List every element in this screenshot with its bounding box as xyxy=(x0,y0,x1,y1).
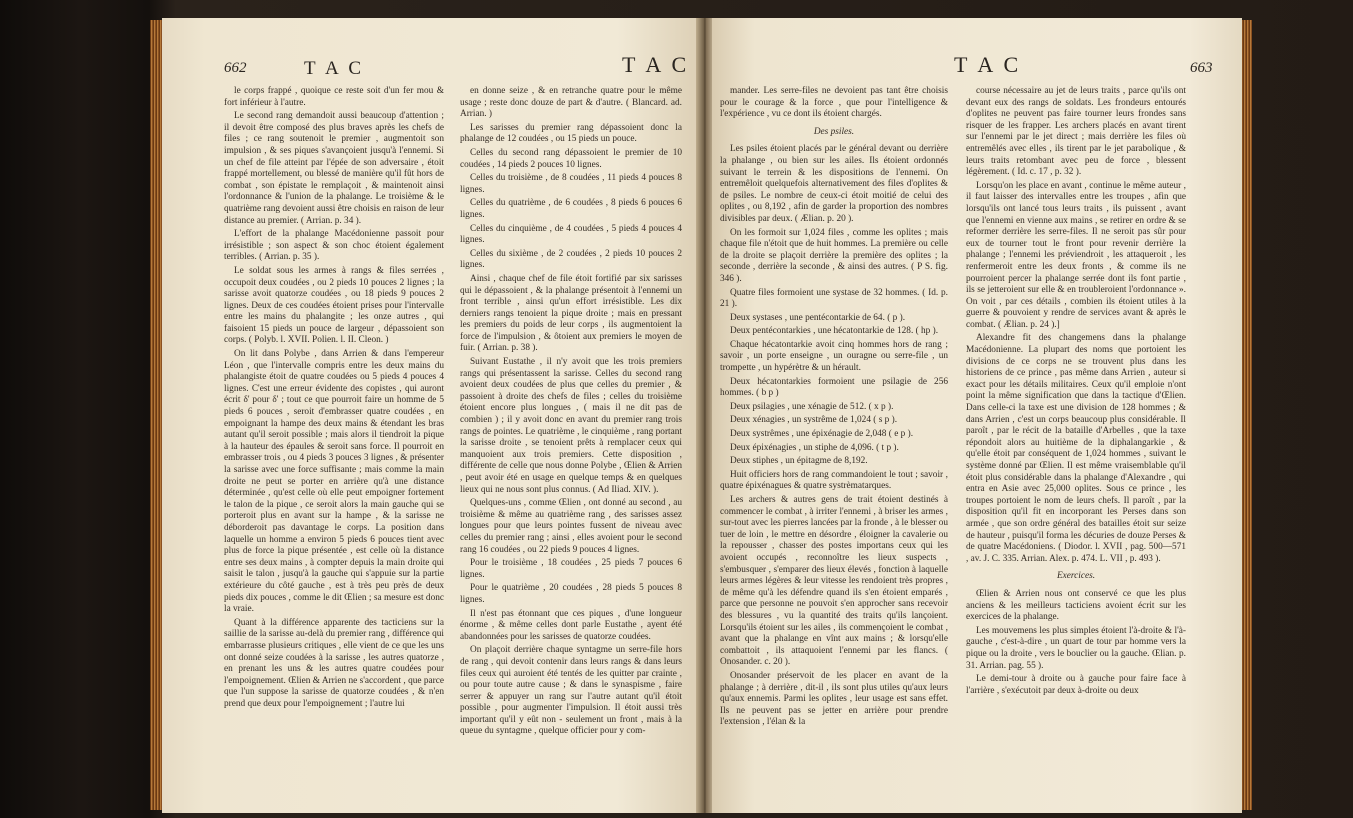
paragraph: Huit officiers hors de rang commandoient le tout ; savoir , quatre épixénagues & quatre systrèmatarques. xyxy=(720,469,948,492)
paragraph: Deux stiphes , un épitagme de 8,192. xyxy=(730,456,868,467)
paragraph: Le soldat sous les armes à rangs & files serrées , occupoit deux coudées , ou 2 pieds 10 pouces 2 lignes ; la sarisse avoit quatorze coudées , ou 18 pieds 9 pouces 2 lignes. Deux de ces coudées étoient prises pour l'intervalle entre les mains du phalangite ; les onze autres , qui faisoient 15 pieds un pouce de largeur , dépassoient son corps. ( Polyb. l. XVII. Polien. l. II. Cleon. ) xyxy=(224,265,444,346)
paragraph: Les mouvemens les plus simples étoient l'à-droite & l'à-gauche , c'est-à-dire , un quart de tour par homme vers la pique ou la droite , vers le bouclier ou la gauche. Œlian. p. 31. Arrian. pag. 55 ). xyxy=(966,625,1186,671)
paragraph: Deux xénagies , un systrême de 1,024 ( s p ). xyxy=(730,415,898,426)
paragraph: Chaque hécatontarkie avoit cinq hommes hors de rang ; savoir , un porte enseigne , un ouragne ou serre-file , un trompette , un hypérètre & un hérault. xyxy=(720,339,948,374)
paragraph: Il n'est pas étonnant que ces piques , d'une longueur énorme , & même celles dont parle Eustathe , ayent été abandonnées pour les sarisses de quatorze coudées. xyxy=(460,608,682,642)
paragraph: Suivant Eustathe , il n'y avoit que les trois premiers rangs qui présentassent la sarisse. Celles du second rang avoient deux coudées de plus que celles du premier , & passoient à droite des chefs de files ; celles du troisième étoient encore plus longues , ( mais il ne dit pas de combien ) ; il y avoit donc en avant du premier rang trois rangs de pointes. Le quatrième , le cinquième , rang portant la sarisse droite , se tenoient prêts à remplacer ceux qui manquoient aux trois premiers. Cette disposition , différente de celle que nous donne Polybe , Œlien & Arrien , peut avoir été en usage en quelque temps & en quelques lieux qui ne nous sont plus connus. ( Ad Iliad. XIV. ). xyxy=(460,357,682,495)
paragraph: Celles du sixième , de 2 coudées , 2 pieds 10 pouces 2 lignes. xyxy=(460,248,682,271)
paragraph: Pour le quatrième , 20 coudées , 28 pieds 5 pouces 8 lignes. xyxy=(460,583,682,605)
paragraph: Les psiles étoient placés par le général devant ou derrière la phalange , ou bien sur les ailes. Ils étoient ordonnés suivant le terrein & les dispositions de l'ennemi. On entremêloit quelquefois alternativement des files d'oplites & de psiles. Le nombre de ceux-ci étoit moitié de celui des oplites , ou 8,192 , afin de garder la proportion des nombres divisibles par deux. ( Ælian. p. 20 ). xyxy=(720,144,948,224)
right-page-header xyxy=(712,52,1242,84)
paragraph: Quant à la différence apparente des tacticiens sur la saillie de la sarisse au-delà du premier rang , différence qui embarrasse plusieurs critiques , elle vient de ce que les uns ont donné seize coudées à la sarisse , les autres quatorze , en prenant les uns & les autres quatre coudées pour l'empoignement. Œlien & Arrien ne s'accordent , que parce que l'un suppose la sarisse de quatorze coudées , & n'en prend que deux pour l'empoignement ; l'autre lui xyxy=(224,617,444,709)
paragraph: Celles du second rang dépassoient le premier de 10 coudées , 14 pieds 2 pouces 10 lignes. xyxy=(460,147,682,170)
paragraph: Le second rang demandoit aussi beaucoup d'attention ; il devoit être composé des plus braves après les chefs de files ; ce rang soutenoit le premier , augmentoit son impulsion , & ses piques s'avançoient jusqu'à l'ennemi. Si un chef de file atteint par l'épée de son adversaire , étoit frappé mortellement, ou blessé de manière qu'il fût hors de combat , son épistate le remplaçoit , & maintenoit ainsi l'ordonnance & l'union de la phalange. Le troisième & le quatrième rang devoient aussi être choisis en raison de leur distance au premier. ( Arrian. p. 34 ). xyxy=(224,111,444,226)
paragraph: Lorsqu'on les place en avant , continue le même auteur , il faut laisser des intervalles entre les troupes , afin que lorsqu'ils ont lancé tous leurs traits , ils puissent , avant que l'ennemi en vienne aux mains , se retirer en ordre & se reformer derrière les serre-files. Il ne seroit pas sûr pour eux de tourner tout le front pour revenir derrière la phalange ; l'ennemi les préviendroit , les attaqueroit , les renfermeroit entre les deux fronts , & comme ils ne pourroient percer la phalange serrée dont ils font partie , ils se jetteroient sur elle & en troubleroient l'ordonnance ». On voit , par ces détails , combien ils étoient utiles à la guerre & pouvoient y rendre de services avant & après le combat. ( Ælian. p. 24 ).] xyxy=(966,180,1186,330)
paragraph: Alexandre fit des changemens dans la phalange Macédonienne. La plupart des noms que portoient les divisions de ce corps ne se trouvent plus dans les historiens de ce prince , pas même dans Arrien , auteur si exact pour les détails militaires. Ceux qu'il emploie n'ont point la même signification que dans la tactique d'Œlien. Dans celle-ci la taxe est une division de 128 hommes ; & dans Arrien , c'est un corps beaucoup plus considérable. Il paroît , par le récit de la bataille d'Arbelles , que la taxe répondoit alors au huitième de la diphalangarkie , & qu'elle étoit par conséquent de 1,024 hommes , suivant le système donné par Œlien. Il est même vraisemblable qu'il étoit plus considérable dans la phalange d'Alexandre , qui entra en Asie avec 25,000 oplites. Sous ce prince , les troupes portoient le nom de leurs chefs. Il paroît , par la disposition qu'il fit en incorporant les Perses dans son armée , que son ordre général des batailles étoit sur seize de hauteur , puisqu'il forma les décuries de douze Perses & de quatre Macédoniens. ( Diodor. l. XVII , pag. 500—571 , av. J. C. 335. Arrian. Alex. p. 474. L. VII , p. 493 ). xyxy=(966,333,1186,564)
paragraph: On les formoit sur 1,024 files , comme les oplites ; mais chaque file n'étoit que de huit hommes. La première ou celle de la droite se plaçoit derrière la première des oplites ; la seconde , derrière la seconde , & ainsi des autres. ( P S. fig. 346 ). xyxy=(720,227,948,284)
running-head-right: T A C xyxy=(622,52,690,77)
paragraph: Deux pentécontarkies , une hécatontarkie de 128. ( hp ). xyxy=(730,326,939,337)
paragraph: Onosander préservoit de les placer en avant de la phalange ; à derrière , dit-il , ils sont plus utiles qu'aux leurs qu'aux ennemis. Parmi les oplites , leur usage est sans effet. Ils ne peuvent pas se jetter en arrière pour prendre l'extension , l'élan & la xyxy=(720,670,948,728)
left-page xyxy=(162,18,698,813)
paragraph: Ainsi , chaque chef de file étoit fortifié par six sarisses qui le dépassoient , & la phalange présentoit à l'ennemi un front terrible , ainsi qu'un effort irrésistible. Les dix derniers rangs tenoient la pique droite ; mais en pressant les premiers du poids de leur corps , ils augmentoient la force de l'impulsion , & ôtoient aux premiers le moyen de fuir. ( Arrian. p. 38 ). xyxy=(460,273,682,354)
paragraph: On lit dans Polybe , dans Arrien & dans l'empereur Léon , que l'intervalle compris entre les deux mains du phalangiste étoit de quatre coudées ou 5 pieds 4 pouces 4 lignes. C'est une erreur évidente des copistes , qui auront écrit δ' pour δ' ; tout ce que pourroit faire un homme de 5 pieds 6 pouces , seroit d'embrasser quatre coudées , en empoignant la hampe des deux mains & étendant les bras autant qu'il seroit possible ; mais alors il tiendroit la pique à la hauteur des épaules & seroit sans force. Il pourroit en embrasser trois , ou 4 pieds 3 pouces 3 lignes , & présenter la sarisse avec une force suffisante ; mais comme la main droite ne peut se porter en arrière qu'à une distance déterminée , qu'est celle où elle peut empoigner fortement le talon de la pique , ce seroit alors la main gauche qui se porteroit plus en avant sur la hampe , & la sarisse ne déborderoit pas davantage le corps. La position dans laquelle un homme a environ 5 pieds 6 pouces tient avec plus de force la pique présentée , est celle où la distance entre ses deux mains , à compter depuis la main droite qui saisit le talon , jusqu'à la gauche qui s'appuie sur la partie extérieure du côté gauche , est à très peu près de deux pieds dix pouces , comme le dit Œlien ; sa mesure est donc la vraie. xyxy=(224,349,444,615)
paragraph: Quelques-uns , comme Œlien , ont donné au second , au troisième & même au quatrième rang , des sarisses assez longues pour que leurs pointes fussent de niveau avec celles du premier rang ; ainsi , elles avoient pour le second rang 16 coudées , ou 22 pieds 9 pouces 4 lignes. xyxy=(460,498,682,555)
paragraph: Deux systases , une pentécontarkie de 64. ( p ). xyxy=(730,312,906,323)
paragraph: Le demi-tour à droite ou à gauche pour faire face à l'arrière , s'exécutoit par deux à-droite ou deux xyxy=(966,674,1186,696)
text-column-2 xyxy=(460,86,682,811)
section-heading: Des psiles. xyxy=(813,126,855,137)
paragraph: course nécessaire au jet de leurs traits , parce qu'ils ont devant eux des rangs de soldats. Les frondeurs entourés d'oplites ne peuvent pas faire tourner leurs frondes sans risquer de les frapper. Les archers placés en avant tirent sur l'ennemi par le jet direct ; mais derrière les files où entremêlés avec elles , ils tirent par le jet parabolique , & leurs traits retombant avec peu de force , blessent légèrement. ( Id. c. 17 , p. 32 ). xyxy=(966,86,1186,178)
text-column-4 xyxy=(966,86,1186,811)
page-number: 663 xyxy=(1190,60,1213,76)
left-page-header xyxy=(162,52,698,84)
text-column-3 xyxy=(720,86,948,811)
paragraph: Pour le troisième , 18 coudées , 25 pieds 7 pouces 6 lignes. xyxy=(460,558,682,580)
paragraph: Les sarisses du premier rang dépassoient donc la phalange de 12 coudées , ou 15 pieds un pouce. xyxy=(460,122,682,145)
paragraph: Deux épixénagies , un stiphe de 4,096. ( t p ). xyxy=(730,442,899,453)
paragraph: Deux systrêmes , une épixénagie de 2,048 ( e p ). xyxy=(730,429,914,440)
running-head: T A C xyxy=(954,52,1022,77)
paragraph: Deux hécatontarkies formoient une psilagie de 256 hommes. ( b p ) xyxy=(720,376,948,399)
running-head: T A C xyxy=(304,58,365,79)
paragraph: Celles du troisième , de 8 coudées , 11 pieds 4 pouces 8 lignes. xyxy=(460,173,682,195)
paragraph: Les archers & autres gens de trait étoient destinés à commencer le combat , à irriter l'ennemi , à briser les armes , sur-tout avec les pierres lancées par la fronde , à le blesser ou tuer de loin , le mettre en désordre , éloigner la cavalerie ou la repousser , chasser des postes importans ceux qui les avoient occupés , reconnoître les lieux suspects , s'embusquer , s'emparer des lieux élevés , fonction à laquelle leurs armes légères & leur vitesse les rendoient très propres , de même qu'à les défendre quand ils s'en étoient emparés , parce que personne ne pouvoit s'en approcher sans recevoir des blessures , vu la quantité des traits qu'ils lançoient. Lorsqu'ils étoient sur les ailes , ils commençoient le combat , avant que la phalange en vînt aux mains ; & lorsqu'elle combattoit , ils attaquoient l'ennemi par les flancs. ( Onosander. c. 20 ). xyxy=(720,495,948,668)
right-page xyxy=(712,18,1242,813)
paragraph: Celles du cinquième , de 4 coudées , 5 pieds 4 pouces 4 lignes. xyxy=(460,223,682,246)
paragraph: Quatre files formoient une systase de 32 hommes. ( Id. p. 21 ). xyxy=(720,287,948,310)
paragraph: On plaçoit derrière chaque syntagme un serre-file hors de rang , qui devoit contenir dans leurs rangs & dans leurs files ceux qui auroient été tentés de les quitter par crainte , ou pour toute autre cause ; & dans le synaspisme , faire serrer & appuyer un rang sur l'autre autant qu'il étoit possible , pour augmenter l'impulsion. Il étoit aussi très important qu'il y eût non - seulement un front , mais à la queue du syntagme , quelque officier pour y com- xyxy=(460,645,682,737)
paragraph: Deux psilagies , une xénagie de 512. ( x p ). xyxy=(730,401,894,412)
paragraph: en donne seize , & en retranche quatre pour le même usage ; reste donc douze de part & d'autre. ( Blancard. ad. Arrian. ) xyxy=(460,86,682,120)
paragraph: L'effort de la phalange Macédonienne passoit pour irrésistible ; son aspect & son choc étoient également terribles. ( Arrian. p. 35 ). xyxy=(224,229,444,263)
paragraph: le corps frappé , quoique ce reste soit d'un fer mou & fort inférieur à l'autre. xyxy=(224,86,444,108)
paragraph: Celles du quatrième , de 6 coudées , 8 pieds 6 pouces 6 lignes. xyxy=(460,198,682,220)
page-number: 662 xyxy=(224,60,247,76)
paragraph: mander. Les serre-files ne devoient pas tant être choisis pour le courage & la force , que pour l'intelligence & l'expérience , vu ce dont ils étoient chargés. xyxy=(720,86,948,120)
text-column-1 xyxy=(224,86,444,811)
section-heading: Exercices. xyxy=(1056,571,1096,582)
paragraph: Œlien & Arrien nous ont conservé ce que les plus anciens & les meilleurs tacticiens avoient écrit sur les exercices de la phalange. xyxy=(966,588,1186,623)
